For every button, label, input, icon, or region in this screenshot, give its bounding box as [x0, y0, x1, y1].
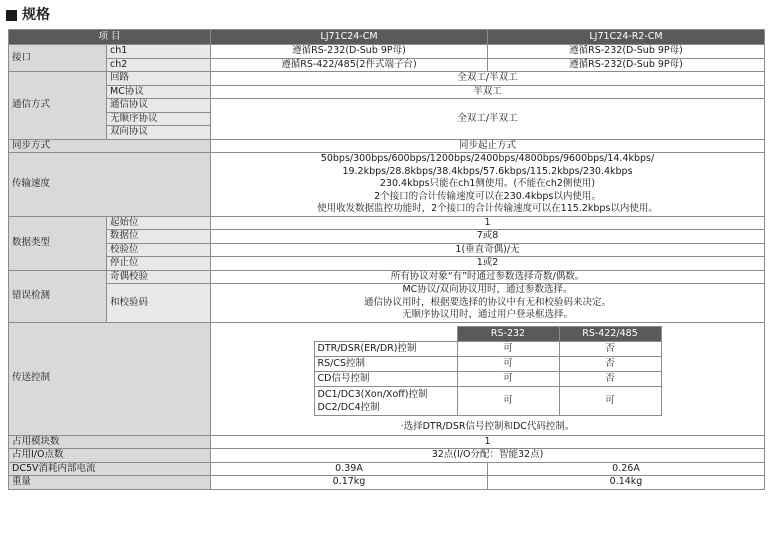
ch1-r2: 遵循RS-232(D-Sub 9P母): [488, 45, 765, 59]
sub-stop-bit: 停止位: [107, 257, 211, 271]
section-title-text: 规格: [22, 7, 50, 23]
label-io: 占用I/O点数: [9, 449, 211, 463]
row-data-start: [9, 216, 765, 230]
ch2-r2: 遵循RS-232(D-Sub 9P母): [488, 58, 765, 72]
row-data-bits: [9, 230, 765, 244]
inner-header-rs422: RS-422/485: [559, 326, 661, 341]
label-transfer: 传送控制: [9, 322, 211, 435]
mc-value: 半双工: [211, 85, 765, 99]
header-item: 项 目: [9, 30, 211, 45]
inner-row-label: RS/CS控制: [314, 356, 457, 371]
inner-row-dc: [314, 386, 661, 415]
spec-table: [8, 29, 765, 490]
row-comm-circuit: [9, 72, 765, 86]
label-speed: 传输速度: [9, 153, 211, 217]
ch1-cm: 遵循RS-232(D-Sub 9P母): [211, 45, 488, 59]
row-io: [9, 449, 765, 463]
current-cm: 0.39A: [211, 462, 488, 476]
sub-bidir: 双向协议: [107, 126, 211, 140]
label-error: 错误检测: [9, 270, 107, 322]
sub-parity-bit: 校验位: [107, 243, 211, 257]
row-interface-ch2: [9, 58, 765, 72]
comm-merged-value: 全双工/半双工: [211, 99, 765, 140]
row-transfer: [9, 322, 765, 435]
section-title: [6, 6, 50, 24]
row-speed: [9, 153, 765, 217]
inner-row: [314, 341, 661, 356]
transfer-control-table: [314, 326, 662, 416]
sub-ch2: ch2: [107, 58, 211, 72]
sub-ch1: ch1: [107, 45, 211, 59]
inner-row: [314, 356, 661, 371]
header-model-cm: LJ71C24-CM: [211, 30, 488, 45]
sub-comm-protocol: 通信协议: [107, 99, 211, 113]
speed-line: 230.4kbps只能在ch1侧使用。(不能在ch2侧使用): [379, 178, 596, 189]
ch2-cm: 遵循RS-422/485(2件式端子台): [211, 58, 488, 72]
inner-row: [314, 371, 661, 386]
data-bit-value: 7或8: [211, 230, 765, 244]
current-r2: 0.26A: [488, 462, 765, 476]
speed-line: 19.2kbps/28.8kbps/38.4kbps/57.6kbps/115.2kbps/230.4kbps: [342, 165, 633, 177]
blocks-value: 1: [211, 435, 765, 449]
transfer-note: ·选择DTR/DSR信号控制和DC代码控制。: [400, 420, 575, 432]
label-weight: 重量: [9, 476, 211, 490]
inner-cell: 可: [457, 386, 559, 415]
parity-check-value: 所有协议对象“有”时通过参数选择奇数/偶数。: [211, 270, 765, 284]
label-current: DC5V消耗内部电流: [9, 462, 211, 476]
row-data-stop: [9, 257, 765, 271]
inner-cell: 否: [559, 356, 661, 371]
label-comm: 通信方式: [9, 72, 107, 140]
dc2-label: DC2/DC4控制: [317, 401, 380, 413]
inner-cell: 可: [457, 341, 559, 356]
inner-row-label-dc: [314, 386, 457, 415]
header-model-r2: LJ71C24-R2-CM: [488, 30, 765, 45]
label-sync: 同步方式: [9, 139, 211, 153]
speed-values: [211, 153, 765, 217]
sub-parity-check: 奇偶校验: [107, 270, 211, 284]
square-bullet-icon: [6, 10, 17, 21]
label-blocks: 占用模块数: [9, 435, 211, 449]
weight-r2: 0.14kg: [488, 476, 765, 490]
parity-bit-value: 1(垂直奇偶)/无: [211, 243, 765, 257]
io-value: 32点(I/O分配：智能32点): [211, 449, 765, 463]
inner-cell: 可: [457, 356, 559, 371]
checksum-line: MC协议/双向协议用时，通过参数选择。: [402, 284, 573, 295]
sync-value: 同步起止方式: [211, 139, 765, 153]
sub-mc: MC协议: [107, 85, 211, 99]
row-weight: [9, 476, 765, 490]
checksum-line: 无顺序协议用时，通过用户登录框选择。: [401, 309, 573, 320]
inner-header-rs232: RS-232: [457, 326, 559, 341]
label-interface: 接口: [9, 45, 107, 72]
inner-header-row: [314, 326, 661, 341]
row-blocks: [9, 435, 765, 449]
inner-row-label: DTR/DSR(ER/DR)控制: [314, 341, 457, 356]
transfer-content: [211, 322, 765, 435]
checksum-values: [211, 284, 765, 323]
sub-nonproc: 无顺序协议: [107, 112, 211, 126]
inner-cell: 可: [559, 386, 661, 415]
row-error-checksum: [9, 284, 765, 323]
row-current: [9, 462, 765, 476]
inner-row-label: CD信号控制: [314, 371, 457, 386]
sub-checksum: 和校验码: [107, 284, 211, 323]
row-comm-mc: [9, 85, 765, 99]
speed-line: 2个接口的合计传输速度可以在230.4kbps以内使用。: [374, 190, 601, 202]
label-data-type: 数据类型: [9, 216, 107, 270]
sub-start-bit: 起始位: [107, 216, 211, 230]
speed-line: 50bps/300bps/600bps/1200bps/2400bps/4800bps/9600bps/14.4kbps/: [320, 153, 655, 164]
inner-cell: 可: [457, 371, 559, 386]
inner-cell: 否: [559, 341, 661, 356]
row-comm-protocol: [9, 99, 765, 113]
row-error-parity: [9, 270, 765, 284]
inner-cell: 否: [559, 371, 661, 386]
checksum-line: 通信协议用时，根据要选择的协议中有无和校验码来决定。: [363, 296, 611, 308]
row-data-parity: [9, 243, 765, 257]
speed-line: 使用收发数据监控功能时，2个接口的合计传输速度可以在115.2kbps以内使用。: [317, 203, 658, 214]
row-sync: [9, 139, 765, 153]
dc1-label: DC1/DC3(Xon/Xoff)控制: [317, 388, 428, 400]
start-bit-value: 1: [211, 216, 765, 230]
circuit-value: 全双工/半双工: [211, 72, 765, 86]
weight-cm: 0.17kg: [211, 476, 488, 490]
row-interface-ch1: [9, 45, 765, 59]
sub-circuit: 回路: [107, 72, 211, 86]
inner-corner: [314, 326, 457, 341]
sub-data-bit: 数据位: [107, 230, 211, 244]
header-row: [9, 30, 765, 45]
stop-bit-value: 1或2: [211, 257, 765, 271]
